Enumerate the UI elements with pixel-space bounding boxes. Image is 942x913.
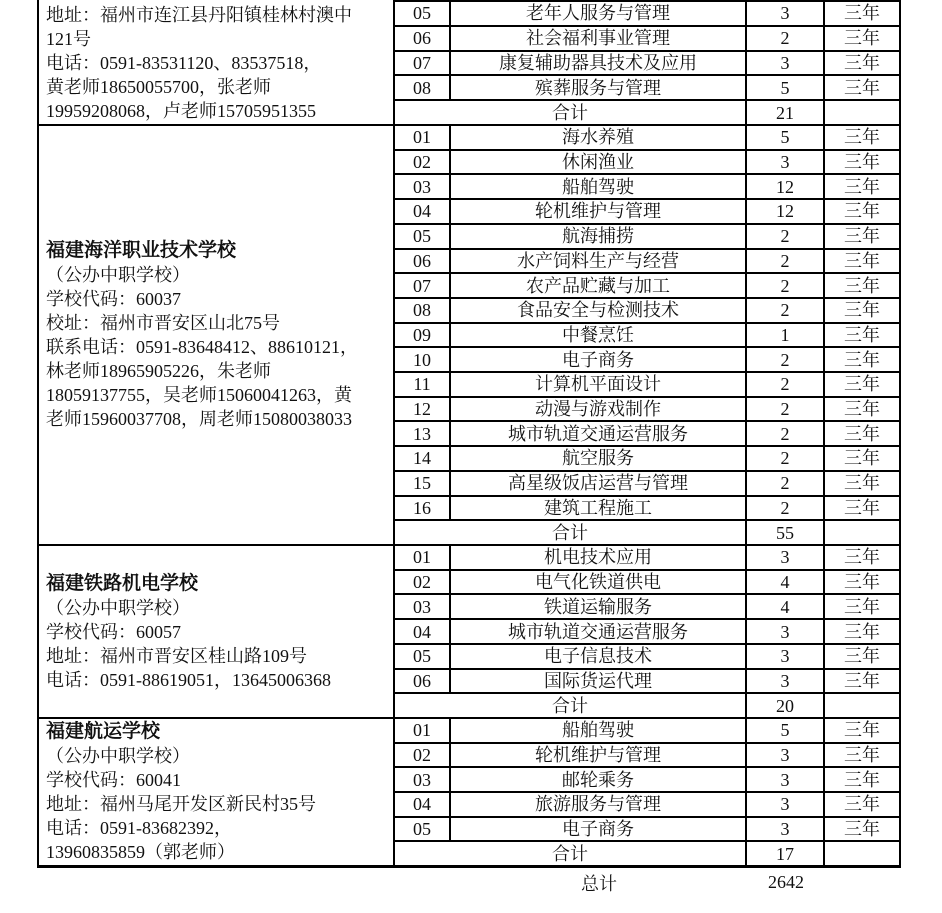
major-name-cell: 建筑工程施工 — [451, 497, 747, 520]
table-row — [395, 816, 899, 841]
table-row — [395, 297, 899, 322]
duration-cell: 三年 — [844, 226, 880, 247]
grand-total-value: 2642 — [768, 872, 804, 892]
enrollment-count-cell: 2 — [747, 422, 825, 445]
table-row — [395, 495, 899, 520]
school-info-line: 林老师18965905226，朱老师 — [46, 361, 271, 381]
table-row — [395, 396, 899, 421]
duration-cell: 三年 — [844, 28, 880, 49]
major-number-cell: 05 — [395, 2, 451, 25]
table-row — [395, 126, 899, 149]
subtotal-count-cell: 55 — [747, 521, 825, 544]
major-number-cell: 01 — [395, 126, 451, 149]
major-number-cell: 01 — [395, 546, 451, 569]
major-name-cell: 国际货运代理 — [451, 670, 747, 693]
major-number-cell: 04 — [395, 620, 451, 643]
duration-cell: 三年 — [844, 720, 880, 741]
subtotal-row — [395, 519, 899, 544]
subtotal-duration-cell — [825, 842, 899, 865]
major-name-cell: 船舶驾驶 — [451, 175, 747, 198]
major-name-cell: 康复辅助器具技术及应用 — [451, 52, 747, 75]
duration-cell: 三年 — [844, 448, 880, 469]
table-row — [395, 420, 899, 445]
enrollment-count-cell: 5 — [747, 76, 825, 99]
school-info-line: 19959208068，卢老师15705951355 — [46, 101, 316, 121]
subtotal-count-cell: 20 — [747, 694, 825, 717]
major-name-cell: 海水养殖 — [451, 126, 747, 149]
enrollment-count-cell: 4 — [747, 595, 825, 618]
enrollment-count-cell: 3 — [747, 151, 825, 174]
major-number-cell: 07 — [395, 274, 451, 297]
table-row — [395, 248, 899, 273]
duration-cell: 三年 — [844, 819, 880, 840]
duration-cell: 三年 — [844, 275, 880, 296]
duration-cell: 三年 — [844, 547, 880, 568]
major-rows — [395, 0, 899, 124]
major-name-cell: 水产饲料生产与经营 — [451, 250, 747, 273]
table-row — [395, 0, 899, 25]
duration-cell: 三年 — [844, 374, 880, 395]
major-name-cell: 农产品贮藏与加工 — [451, 274, 747, 297]
major-name-cell: 轮机维护与管理 — [451, 200, 747, 223]
major-number-cell: 04 — [395, 793, 451, 816]
duration-cell: 三年 — [844, 300, 880, 321]
major-number-cell: 03 — [395, 595, 451, 618]
duration-cell: 三年 — [844, 769, 880, 790]
major-name-cell: 电气化铁道供电 — [451, 571, 747, 594]
table-row — [395, 322, 899, 347]
major-number-cell: 09 — [395, 324, 451, 347]
duration-cell: 三年 — [844, 596, 880, 617]
major-name-cell: 动漫与游戏制作 — [451, 398, 747, 421]
major-name-cell: 船舶驾驶 — [451, 719, 747, 742]
enrollment-count-cell: 3 — [747, 670, 825, 693]
major-name-cell: 电子商务 — [451, 348, 747, 371]
major-number-cell: 08 — [395, 299, 451, 322]
duration-cell: 三年 — [844, 250, 880, 271]
major-rows — [395, 126, 899, 544]
subtotal-label-cell: 合计 — [395, 101, 747, 124]
school-info-line: 电话：0591-83682392， — [46, 818, 232, 838]
table-row — [395, 25, 899, 50]
duration-cell: 三年 — [844, 670, 880, 691]
major-rows — [395, 546, 899, 717]
major-number-cell: 01 — [395, 719, 451, 742]
school-info-line: 老师15960037708，周老师15080038033 — [46, 409, 352, 429]
major-name-cell: 旅游服务与管理 — [451, 793, 747, 816]
major-name-cell: 老年人服务与管理 — [451, 2, 747, 25]
grand-total-label: 总计 — [581, 873, 617, 894]
subtotal-duration-cell — [825, 521, 899, 544]
subtotal-count-cell: 21 — [747, 101, 825, 124]
duration-cell: 三年 — [844, 473, 880, 494]
school-info-cell — [39, 126, 395, 544]
duration-cell: 三年 — [844, 152, 880, 173]
school-info-line: 黄老师18650055700，张老师 — [46, 77, 271, 97]
enrollment-count-cell: 2 — [747, 27, 825, 50]
school-info-line: 13960835859（郭老师） — [46, 842, 235, 862]
school-section — [39, 544, 899, 717]
school-section — [39, 0, 899, 124]
major-number-cell: 06 — [395, 250, 451, 273]
major-number-cell: 16 — [395, 497, 451, 520]
enrollment-count-cell: 3 — [747, 620, 825, 643]
duration-cell: 三年 — [844, 399, 880, 420]
major-name-cell: 铁道运输服务 — [451, 595, 747, 618]
enrollment-count-cell: 12 — [747, 200, 825, 223]
table-row — [395, 546, 899, 569]
school-info-cell — [39, 0, 395, 124]
major-number-cell: 13 — [395, 422, 451, 445]
school-info-line: 学校代码：60057 — [46, 621, 181, 642]
enrollment-table — [37, 0, 901, 868]
enrollment-count-cell: 2 — [747, 398, 825, 421]
major-name-cell: 城市轨道交通运营服务 — [451, 422, 747, 445]
major-name-cell: 休闲渔业 — [451, 151, 747, 174]
major-number-cell: 05 — [395, 645, 451, 668]
subtotal-duration-cell — [825, 101, 899, 124]
school-section — [39, 124, 899, 544]
subtotal-label-cell: 合计 — [395, 521, 747, 544]
duration-cell: 三年 — [844, 349, 880, 370]
major-name-cell: 电子信息技术 — [451, 645, 747, 668]
enrollment-count-cell: 3 — [747, 793, 825, 816]
major-number-cell: 02 — [395, 744, 451, 767]
major-number-cell: 02 — [395, 151, 451, 174]
subtotal-label-cell: 合计 — [395, 694, 747, 717]
enrollment-count-cell: 2 — [747, 447, 825, 470]
table-row — [395, 74, 899, 99]
major-number-cell: 06 — [395, 27, 451, 50]
major-name-cell: 高星级饭店运营与管理 — [451, 472, 747, 495]
major-number-cell: 02 — [395, 571, 451, 594]
school-info-line: 福建海洋职业技术学校 — [46, 240, 237, 261]
school-info-line: 地址：福州马尾开发区新民村35号 — [46, 794, 316, 814]
major-number-cell: 12 — [395, 398, 451, 421]
enrollment-count-cell: 3 — [747, 744, 825, 767]
table-row — [395, 223, 899, 248]
school-section — [39, 717, 899, 865]
table-row — [395, 593, 899, 618]
table-row — [395, 618, 899, 643]
table-row — [395, 766, 899, 791]
major-name-cell: 轮机维护与管理 — [451, 744, 747, 767]
subtotal-count-cell: 17 — [747, 842, 825, 865]
enrollment-count-cell: 3 — [747, 52, 825, 75]
grand-total-row — [37, 869, 901, 896]
table-row — [395, 50, 899, 75]
table-row — [395, 445, 899, 470]
major-number-cell: 03 — [395, 768, 451, 791]
enrollment-count-cell: 2 — [747, 348, 825, 371]
school-info-cell — [39, 546, 395, 717]
major-number-cell: 10 — [395, 348, 451, 371]
duration-cell: 三年 — [844, 497, 880, 518]
table-row — [395, 198, 899, 223]
school-info-line: （公办中职学校） — [46, 746, 190, 766]
table-row — [395, 791, 899, 816]
enrollment-count-cell: 2 — [747, 274, 825, 297]
subtotal-duration-cell — [825, 694, 899, 717]
table-row — [395, 470, 899, 495]
duration-cell: 三年 — [844, 646, 880, 667]
major-name-cell: 中餐烹饪 — [451, 324, 747, 347]
major-name-cell: 电子商务 — [451, 818, 747, 841]
table-row — [395, 346, 899, 371]
major-number-cell: 08 — [395, 76, 451, 99]
school-info-line: 电话：0591-88619051，13645006368 — [46, 669, 331, 690]
major-name-cell: 计算机平面设计 — [451, 373, 747, 396]
school-info-line: （公办中职学校） — [46, 597, 190, 618]
duration-cell: 三年 — [844, 745, 880, 765]
enrollment-count-cell: 2 — [747, 472, 825, 495]
major-name-cell: 邮轮乘务 — [451, 768, 747, 791]
table-row — [395, 173, 899, 198]
major-number-cell: 04 — [395, 200, 451, 223]
duration-cell: 三年 — [844, 77, 880, 98]
school-info-line: 电话：0591-83531120、83537518， — [46, 53, 322, 73]
major-rows — [395, 719, 899, 865]
enrollment-count-cell: 4 — [747, 571, 825, 594]
subtotal-label-cell: 合计 — [395, 842, 747, 865]
enrollment-count-cell: 2 — [747, 497, 825, 520]
school-info-line: 学校代码：60041 — [46, 770, 181, 790]
duration-cell: 三年 — [844, 572, 880, 593]
duration-cell: 三年 — [844, 794, 880, 815]
major-number-cell: 15 — [395, 472, 451, 495]
duration-cell: 三年 — [844, 176, 880, 197]
duration-cell: 三年 — [844, 52, 880, 73]
table-row — [395, 371, 899, 396]
school-info-line: 福建航运学校 — [46, 721, 161, 742]
table-row — [395, 742, 899, 767]
major-name-cell: 航空服务 — [451, 447, 747, 470]
table-row — [395, 569, 899, 594]
duration-cell: 三年 — [844, 423, 880, 444]
table-row — [395, 719, 899, 742]
major-number-cell: 03 — [395, 175, 451, 198]
subtotal-row — [395, 840, 899, 865]
enrollment-count-cell: 12 — [747, 175, 825, 198]
enrollment-count-cell: 1 — [747, 324, 825, 347]
major-number-cell: 14 — [395, 447, 451, 470]
enrollment-count-cell: 3 — [747, 818, 825, 841]
subtotal-row — [395, 692, 899, 717]
school-info-line: 福建铁路机电学校 — [46, 572, 199, 594]
enrollment-count-cell: 5 — [747, 126, 825, 149]
major-name-cell: 殡葬服务与管理 — [451, 76, 747, 99]
duration-cell: 三年 — [844, 324, 880, 345]
enrollment-count-cell: 2 — [747, 225, 825, 248]
school-info-cell — [39, 719, 395, 865]
school-info-line: 联系电话：0591-83648412、88610121， — [46, 337, 358, 357]
table-row — [395, 643, 899, 668]
school-info-line: （公办中职学校） — [46, 265, 190, 285]
enrollment-count-cell: 3 — [747, 2, 825, 25]
enrollment-count-cell: 2 — [747, 250, 825, 273]
table-row — [395, 272, 899, 297]
school-info-line: 121号 — [46, 29, 91, 49]
major-name-cell: 航海捕捞 — [451, 225, 747, 248]
major-number-cell: 07 — [395, 52, 451, 75]
table-row — [395, 668, 899, 693]
school-info-line: 地址：福州市晋安区桂山路109号 — [46, 645, 307, 666]
duration-cell: 三年 — [844, 127, 880, 148]
major-name-cell: 社会福利事业管理 — [451, 27, 747, 50]
school-info-line: 学校代码：60037 — [46, 289, 181, 309]
duration-cell: 三年 — [844, 201, 880, 222]
enrollment-count-cell: 2 — [747, 299, 825, 322]
enrollment-count-cell: 2 — [747, 373, 825, 396]
major-name-cell: 机电技术应用 — [451, 546, 747, 569]
major-number-cell: 05 — [395, 225, 451, 248]
major-number-cell: 05 — [395, 818, 451, 841]
school-info-line: 地址：福州市连江县丹阳镇桂林村澳中 — [46, 5, 352, 25]
major-name-cell: 城市轨道交通运营服务 — [451, 620, 747, 643]
major-number-cell: 06 — [395, 670, 451, 693]
school-info-line: 校址：福州市晋安区山北75号 — [46, 313, 280, 333]
major-number-cell: 11 — [395, 373, 451, 396]
enrollment-count-cell: 3 — [747, 546, 825, 569]
table-row — [395, 149, 899, 174]
enrollment-count-cell: 3 — [747, 768, 825, 791]
major-name-cell: 食品安全与检测技术 — [451, 299, 747, 322]
enrollment-count-cell: 3 — [747, 645, 825, 668]
duration-cell: 三年 — [844, 3, 880, 24]
duration-cell: 三年 — [844, 621, 880, 642]
enrollment-count-cell: 5 — [747, 719, 825, 742]
school-info-line: 18059137755，吴老师15060041263，黄 — [46, 385, 352, 405]
subtotal-row — [395, 99, 899, 124]
